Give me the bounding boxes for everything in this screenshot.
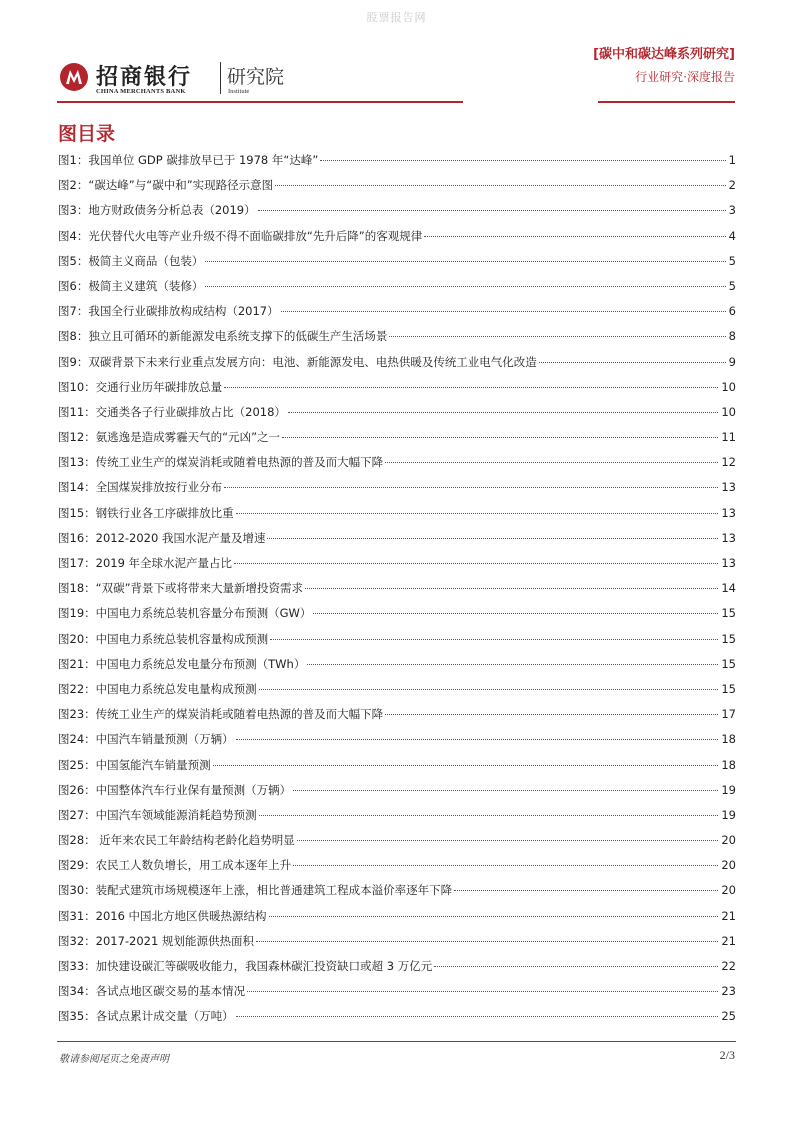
footer-rule — [57, 1041, 736, 1042]
toc-entry[interactable] — [58, 731, 736, 756]
toc-entry-label: 图32：2017-2021 规划能源供热面积 — [58, 933, 254, 948]
toc-leader-dots — [236, 738, 719, 740]
toc-entry-page: 13 — [721, 480, 736, 495]
toc-entry-label: 图27：中国汽车领域能源消耗趋势预测 — [58, 807, 257, 822]
toc-entry-page: 2 — [728, 178, 736, 193]
toc-leader-dots — [305, 587, 718, 589]
toc-entry-label: 图26：中国整体汽车行业保有量预测（万辆） — [58, 782, 292, 797]
toc-entry-page: 19 — [721, 807, 736, 822]
toc-leader-dots — [454, 889, 718, 891]
toc-entry-label: 图30：装配式建筑市场规模逐年上涨，相比普通建筑工程成本溢价率逐年下降 — [58, 883, 453, 898]
toc-entry[interactable] — [58, 278, 736, 303]
toc-entry[interactable] — [58, 177, 736, 202]
toc-entry[interactable] — [58, 631, 736, 656]
page-header — [0, 0, 793, 110]
toc-entry[interactable] — [58, 152, 736, 177]
toc-leader-dots — [270, 638, 718, 640]
toc-leader-dots — [293, 789, 718, 791]
report-series: [碳中和碳达峰系列研究] — [593, 47, 735, 62]
toc-entry-label: 图24：中国汽车销量预测（万辆） — [58, 732, 234, 747]
toc-entry[interactable] — [58, 706, 736, 731]
toc-leader-dots — [236, 512, 719, 514]
toc-entry-page: 25 — [721, 1009, 736, 1024]
toc-leader-dots — [539, 361, 726, 363]
toc-entry[interactable] — [58, 933, 736, 958]
toc-entry[interactable] — [58, 202, 736, 227]
toc-leader-dots — [205, 260, 725, 262]
toc-leader-dots — [269, 915, 719, 917]
header-rule-right — [598, 101, 735, 103]
toc-title: 图目录 — [58, 123, 116, 145]
toc-leader-dots — [259, 688, 719, 690]
toc-leader-dots — [205, 285, 725, 287]
toc-entry[interactable] — [58, 354, 736, 379]
toc-entry-label: 图8：独立且可循环的新能源发电系统支撑下的低碳生产生活场景 — [58, 329, 388, 344]
toc-leader-dots — [234, 562, 718, 564]
toc-entry-label: 图35：各试点累计成交量（万吨） — [58, 1009, 234, 1024]
toc-leader-dots — [385, 713, 718, 715]
toc-entry[interactable] — [58, 807, 736, 832]
toc-entry-page: 20 — [721, 833, 736, 848]
toc-entry[interactable] — [58, 958, 736, 983]
toc-entry-label: 图18：“双碳”背景下或将带来大量新增投资需求 — [58, 581, 304, 596]
toc-entry[interactable] — [58, 530, 736, 555]
toc-entry-page: 20 — [721, 883, 736, 898]
toc-leader-dots — [259, 814, 719, 816]
toc-entry-page: 4 — [728, 228, 736, 243]
toc-entry[interactable] — [58, 782, 736, 807]
toc-leader-dots — [256, 940, 718, 942]
toc-leader-dots — [320, 159, 725, 161]
toc-entry-page: 8 — [728, 329, 736, 344]
toc-leader-dots — [434, 965, 718, 967]
toc-entry-page: 21 — [721, 933, 736, 948]
toc-entry-label: 图9：双碳背景下未来行业重点发展方向：电池、新能源发电、电热供暖及传统工业电气化改造 — [58, 354, 537, 369]
toc-entry-page: 10 — [721, 379, 736, 394]
toc-entry[interactable] — [58, 757, 736, 782]
toc-entry[interactable] — [58, 479, 736, 504]
toc-leader-dots — [258, 209, 726, 211]
toc-entry-label: 图16：2012-2020 我国水泥产量及增速 — [58, 530, 266, 545]
toc-entry-page: 12 — [721, 455, 736, 470]
toc-entry-label: 图17：2019 年全球水泥产量占比 — [58, 556, 233, 570]
toc-entry-page: 10 — [721, 404, 736, 419]
toc-entry[interactable] — [58, 505, 736, 530]
toc-entry[interactable] — [58, 983, 736, 1008]
toc-entry-page: 18 — [721, 757, 736, 772]
toc-entry-page: 13 — [721, 530, 736, 545]
toc-entry-label: 图6：极简主义建筑（装修） — [58, 278, 204, 293]
toc-entry-label: 图1：我国单位 GDP 碳排放早已于 1978 年“达峰” — [58, 153, 319, 167]
toc-entry[interactable] — [58, 379, 736, 404]
toc-entry-label: 图4：光伏替代火电等产业升级不得不面临碳排放“先升后降”的客观规律 — [58, 228, 423, 243]
toc-entry-page: 6 — [728, 304, 736, 319]
toc-entry[interactable] — [58, 303, 736, 328]
toc-entry[interactable] — [58, 328, 736, 353]
toc-entry-label: 图14：全国煤炭排放按行业分布 — [58, 480, 223, 495]
institute-text-cn: 研究院 — [227, 66, 285, 88]
toc-entry[interactable] — [58, 555, 736, 580]
toc-entry-label: 图21：中国电力系统总发电量分布预测（TWh） — [58, 656, 306, 671]
logo-divider — [220, 62, 221, 94]
toc-entry-page: 11 — [721, 430, 736, 445]
toc-leader-dots — [224, 486, 718, 488]
toc-entry-page: 20 — [721, 858, 736, 873]
toc-entry-label: 图23：传统工业生产的煤炭消耗或随着电热源的普及而大幅下降 — [58, 707, 384, 722]
toc-entry-page: 15 — [721, 606, 736, 621]
toc-entry-page: 17 — [721, 707, 736, 722]
toc-leader-dots — [281, 310, 726, 312]
institute-text-en: Institute — [228, 88, 250, 95]
toc-entry-page: 5 — [728, 278, 736, 293]
toc-leader-dots — [247, 990, 718, 992]
toc-entry-page: 13 — [721, 505, 736, 520]
toc-entry[interactable] — [58, 454, 736, 479]
toc-entry-page: 15 — [721, 631, 736, 646]
toc-entry-label: 图3：地方财政债务分析总表（2019） — [58, 203, 256, 218]
toc-leader-dots — [282, 436, 718, 438]
figure-toc-list — [58, 152, 736, 1034]
toc-leader-dots — [313, 612, 718, 614]
toc-leader-dots — [385, 461, 718, 463]
toc-entry-page: 1 — [728, 153, 736, 167]
toc-entry-label: 图19：中国电力系统总装机容量分布预测（GW） — [58, 606, 312, 621]
toc-entry-label: 图20：中国电力系统总装机容量构成预测 — [58, 631, 269, 646]
toc-entry[interactable] — [58, 681, 736, 706]
toc-entry[interactable] — [58, 832, 736, 857]
toc-leader-dots — [307, 663, 718, 665]
watermark: 股票报告网 — [366, 11, 427, 24]
toc-leader-dots — [288, 411, 718, 413]
toc-entry-label: 图10：交通行业历年碳排放总量 — [58, 379, 223, 394]
toc-entry-label: 图7：我国全行业碳排放构成结构（2017） — [58, 304, 279, 319]
report-category: 行业研究·深度报告 — [635, 70, 735, 84]
toc-entry[interactable] — [58, 404, 736, 429]
toc-entry[interactable] — [58, 580, 736, 605]
toc-leader-dots — [213, 764, 719, 766]
page-number: 2/3 — [719, 1048, 735, 1062]
toc-entry[interactable] — [58, 1008, 736, 1033]
toc-leader-dots — [236, 1015, 719, 1017]
toc-entry-label: 图15：钢铁行业各工序碳排放比重 — [58, 505, 234, 520]
toc-entry-label: 图25：中国氢能汽车销量预测 — [58, 757, 211, 772]
toc-entry-label: 图5：极简主义商品（包装） — [58, 253, 204, 268]
toc-entry-page: 3 — [728, 203, 736, 218]
toc-entry[interactable] — [58, 228, 736, 253]
toc-entry[interactable] — [58, 605, 736, 630]
toc-leader-dots — [267, 537, 718, 539]
header-rule — [57, 101, 463, 103]
toc-entry[interactable] — [58, 429, 736, 454]
toc-leader-dots — [389, 335, 725, 337]
china-merchants-logo-icon — [59, 62, 89, 92]
toc-entry-page: 19 — [721, 782, 736, 797]
toc-entry-label: 图28： 近年来农民工年龄结构老龄化趋势明显 — [58, 833, 295, 848]
toc-entry-page: 13 — [721, 556, 736, 570]
toc-entry-page: 9 — [728, 354, 736, 369]
toc-entry-page: 21 — [721, 908, 736, 923]
toc-entry-label: 图33：加快建设碳汇等碳吸收能力，我国森林碳汇投资缺口或超 3 万亿元 — [58, 959, 433, 973]
toc-leader-dots — [275, 184, 726, 186]
toc-leader-dots — [224, 386, 718, 388]
toc-entry-page: 15 — [721, 656, 736, 671]
toc-leader-dots — [293, 864, 718, 866]
toc-entry-page: 18 — [721, 732, 736, 747]
toc-entry[interactable] — [58, 656, 736, 681]
toc-entry-label: 图2：“碳达峰”与“碳中和”实现路径示意图 — [58, 178, 274, 193]
toc-entry-page: 14 — [721, 581, 736, 596]
toc-entry-page: 22 — [721, 959, 736, 973]
toc-entry-label: 图29：农民工人数负增长，用工成本逐年上升 — [58, 858, 292, 873]
toc-leader-dots — [297, 839, 719, 841]
toc-entry[interactable] — [58, 253, 736, 278]
toc-entry-label: 图31：2016 中国北方地区供暖热源结构 — [58, 908, 267, 923]
disclaimer-note: 敬请参阅尾页之免责声明 — [59, 1054, 169, 1065]
toc-entry-label: 图12：氨逃逸是造成雾霾天气的“元凶”之一 — [58, 430, 281, 445]
toc-entry-page: 5 — [728, 253, 736, 268]
toc-entry-page: 15 — [721, 681, 736, 696]
toc-entry[interactable] — [58, 908, 736, 933]
logo-text-cn: 招商银行 — [96, 64, 193, 90]
toc-entry[interactable] — [58, 857, 736, 882]
logo-text-en: CHINA MERCHANTS BANK — [96, 88, 186, 95]
toc-entry-label: 图22：中国电力系统总发电量构成预测 — [58, 681, 257, 696]
toc-entry-label: 图11：交通类各子行业碳排放占比（2018） — [58, 404, 286, 419]
toc-entry[interactable] — [58, 882, 736, 907]
toc-entry-label: 图34：各试点地区碳交易的基本情况 — [58, 984, 246, 999]
toc-entry-label: 图13：传统工业生产的煤炭消耗或随着电热源的普及而大幅下降 — [58, 455, 384, 470]
toc-entry-page: 23 — [721, 984, 736, 999]
toc-leader-dots — [424, 235, 725, 237]
